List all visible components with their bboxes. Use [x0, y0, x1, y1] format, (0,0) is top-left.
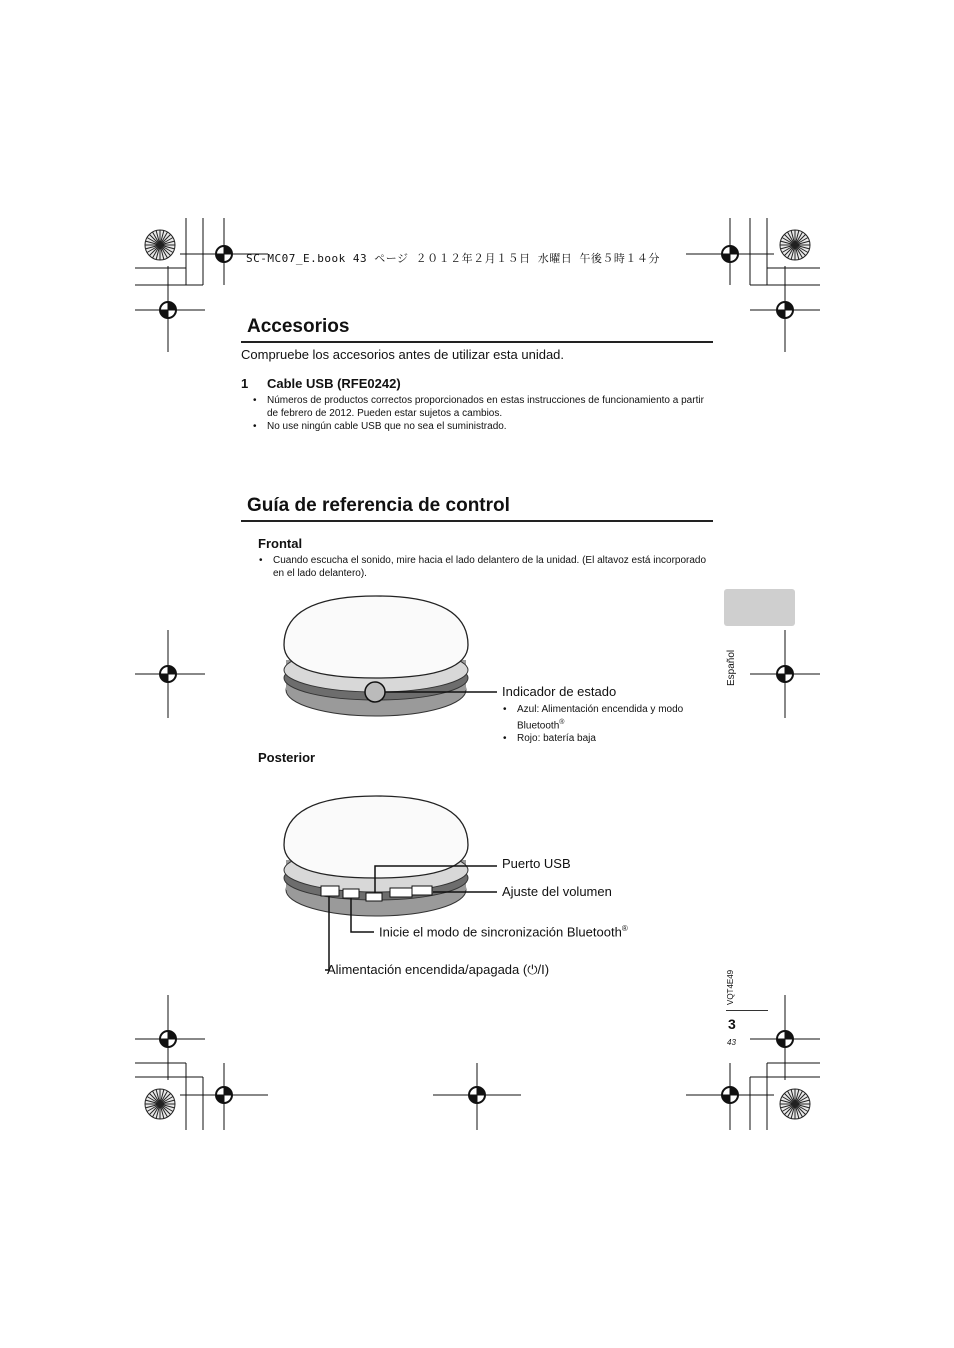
registered-mark: ® — [559, 719, 565, 726]
volume-label: Ajuste del volumen — [502, 884, 612, 899]
status-notes — [503, 703, 713, 745]
doc-code: VQT4E49 — [726, 969, 735, 1005]
pairing-text: Inicie el modo de sincronización Bluetooth — [379, 924, 622, 940]
rear-heading: Posterior — [258, 750, 316, 765]
power-label — [327, 962, 549, 978]
power-suffix: /I) — [537, 962, 550, 977]
status-note — [503, 703, 713, 732]
language-tab — [724, 589, 795, 626]
section-rule — [241, 520, 713, 522]
print-header: SC-MC07_E.book 43 ページ ２０１２年２月１５日 水曜日 午後５時１４分 — [246, 252, 660, 265]
status-note: • Rojo: batería baja — [503, 732, 713, 745]
status-indicator-label: Indicador de estado — [502, 684, 617, 699]
front-heading: Frontal — [258, 536, 303, 551]
section-rule — [241, 341, 713, 343]
usb-port-label: Puerto USB — [502, 856, 571, 871]
pairing-label — [379, 924, 628, 939]
accessories-intro: Compruebe los accesorios antes de utilizar esta unidad. — [241, 347, 565, 362]
section-title-controls: Guía de referencia de control — [247, 495, 510, 516]
power-icon: ⏻ — [527, 962, 538, 977]
registered-mark: ® — [621, 924, 628, 933]
accessory-note: • No use ningún cable USB que no sea el suministrado. — [253, 420, 713, 433]
status-note-blue: Azul: Alimentación encendida y modo Bluetooth — [517, 704, 684, 732]
page-number: 3 — [728, 1016, 736, 1032]
accessory-item: Cable USB (RFE0242) — [267, 376, 401, 391]
front-note — [259, 554, 709, 580]
accessory-notes — [253, 394, 713, 433]
section-title-accessories: Accesorios — [247, 316, 350, 337]
accessory-note: • Números de productos correctos proporcionados en estas instrucciones de funcionamiento a partir de febrero de 2012. Pueden estar sujetos a cambios. — [253, 394, 713, 420]
accessory-number: 1 — [241, 376, 249, 391]
front-note-text: • Cuando escucha el sonido, mire hacia el lado delantero de la unidad. (El altavoz está incorporado en el lado delantero). — [259, 554, 709, 580]
footer-rule — [726, 1010, 768, 1011]
power-text: Alimentación encendida/apagada ( — [327, 962, 528, 977]
book-page: 43 — [727, 1038, 736, 1047]
language-label: Español — [726, 649, 737, 686]
